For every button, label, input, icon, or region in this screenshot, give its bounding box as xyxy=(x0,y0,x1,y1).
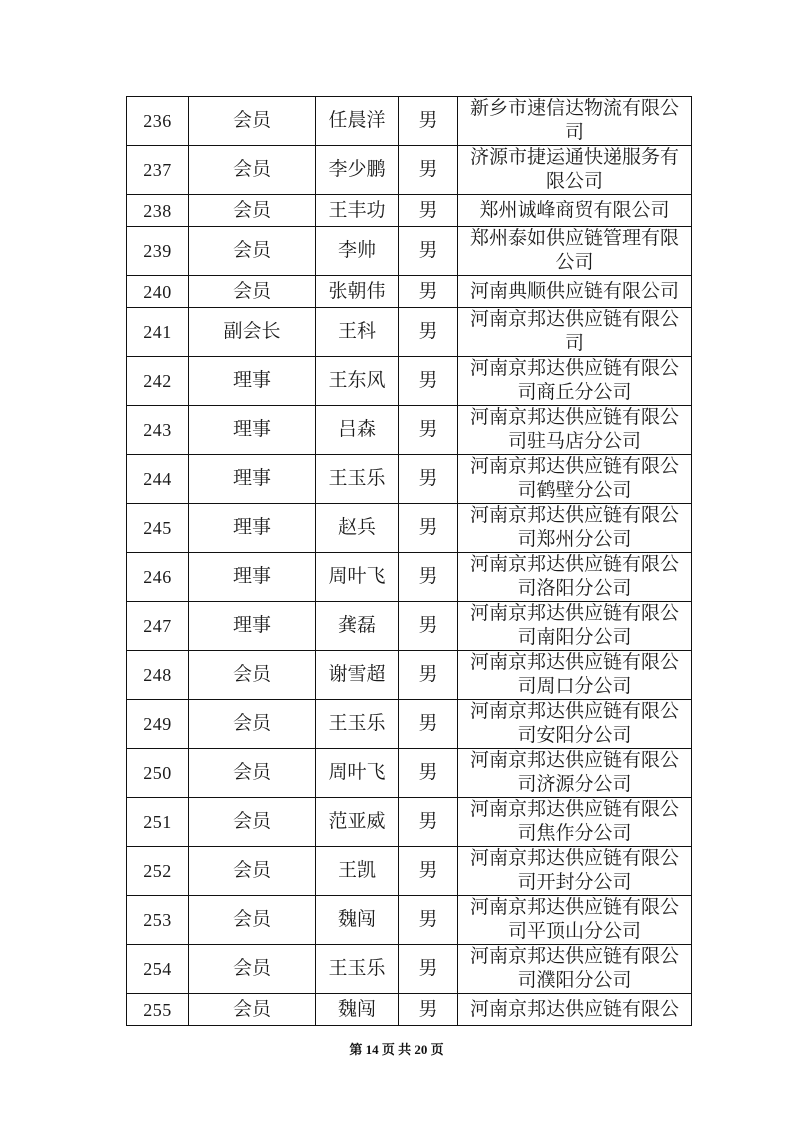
cell-gender: 男 xyxy=(399,357,458,406)
cell-role: 会员 xyxy=(189,847,316,896)
cell-no: 252 xyxy=(127,847,189,896)
cell-role: 理事 xyxy=(189,455,316,504)
table-row xyxy=(127,798,692,847)
cell-name: 赵兵 xyxy=(316,504,399,553)
cell-no: 236 xyxy=(127,97,189,146)
cell-name: 吕森 xyxy=(316,406,399,455)
cell-no: 249 xyxy=(127,700,189,749)
cell-role: 会员 xyxy=(189,896,316,945)
company-line: 司郑州分公司 xyxy=(517,529,632,550)
cell-company xyxy=(458,896,692,945)
table-row xyxy=(127,749,692,798)
cell-name: 王玉乐 xyxy=(316,455,399,504)
cell-name: 王东风 xyxy=(316,357,399,406)
page-number-label: 第 14 页 共 20 页 xyxy=(349,1042,444,1057)
company-line: 司安阳分公司 xyxy=(517,725,632,746)
company-line: 河南京邦达供应链有限公 xyxy=(469,603,679,624)
cell-gender: 男 xyxy=(399,847,458,896)
cell-gender: 男 xyxy=(399,994,458,1026)
cell-role: 理事 xyxy=(189,553,316,602)
cell-no: 255 xyxy=(127,994,189,1026)
company-line: 河南京邦达供应链有限公 xyxy=(469,799,679,820)
cell-gender: 男 xyxy=(399,227,458,276)
table-row xyxy=(127,97,692,146)
cell-role: 理事 xyxy=(189,504,316,553)
company-line: 司商丘分公司 xyxy=(517,382,632,403)
cell-company xyxy=(458,97,692,146)
cell-name: 魏闯 xyxy=(316,896,399,945)
cell-name: 王玉乐 xyxy=(316,945,399,994)
cell-gender: 男 xyxy=(399,455,458,504)
cell-no: 247 xyxy=(127,602,189,651)
cell-name: 王凯 xyxy=(316,847,399,896)
cell-no: 250 xyxy=(127,749,189,798)
table-row xyxy=(127,847,692,896)
cell-name: 王科 xyxy=(316,308,399,357)
cell-company xyxy=(458,651,692,700)
cell-gender: 男 xyxy=(399,308,458,357)
table-row xyxy=(127,195,692,227)
cell-name: 王玉乐 xyxy=(316,700,399,749)
cell-name: 李帅 xyxy=(316,227,399,276)
table-row xyxy=(127,276,692,308)
cell-gender: 男 xyxy=(399,602,458,651)
cell-company xyxy=(458,357,692,406)
cell-role: 理事 xyxy=(189,406,316,455)
cell-role: 会员 xyxy=(189,700,316,749)
company-line: 河南京邦达供应链有限公 xyxy=(469,848,679,869)
cell-name: 龚磊 xyxy=(316,602,399,651)
cell-company xyxy=(458,504,692,553)
cell-gender: 男 xyxy=(399,945,458,994)
cell-no: 253 xyxy=(127,896,189,945)
cell-company xyxy=(458,553,692,602)
cell-name: 李少鹏 xyxy=(316,146,399,195)
cell-gender: 男 xyxy=(399,504,458,553)
table-row xyxy=(127,700,692,749)
cell-gender: 男 xyxy=(399,406,458,455)
cell-name: 王丰功 xyxy=(316,195,399,227)
company-line: 司 xyxy=(564,333,584,354)
cell-role: 会员 xyxy=(189,798,316,847)
table-row xyxy=(127,357,692,406)
company-line: 济源市捷运通快递服务有 xyxy=(469,147,679,168)
cell-gender: 男 xyxy=(399,700,458,749)
cell-no: 251 xyxy=(127,798,189,847)
cell-no: 239 xyxy=(127,227,189,276)
cell-gender: 男 xyxy=(399,798,458,847)
company-line: 公司 xyxy=(555,252,594,273)
company-line: 司洛阳分公司 xyxy=(517,578,632,599)
cell-company xyxy=(458,195,692,227)
member-table xyxy=(126,96,692,1026)
cell-role: 会员 xyxy=(189,227,316,276)
table-row xyxy=(127,504,692,553)
cell-company xyxy=(458,749,692,798)
cell-company xyxy=(458,945,692,994)
company-line: 司驻马店分公司 xyxy=(507,431,641,452)
company-line: 河南典顺供应链有限公司 xyxy=(469,280,679,302)
company-line: 河南京邦达供应链有限公 xyxy=(469,946,679,967)
company-line: 司鹤壁分公司 xyxy=(517,480,632,501)
table-row xyxy=(127,146,692,195)
company-line: 河南京邦达供应链有限公 xyxy=(469,309,679,330)
cell-role: 会员 xyxy=(189,97,316,146)
company-line: 郑州诚峰商贸有限公司 xyxy=(479,199,670,221)
cell-no: 242 xyxy=(127,357,189,406)
cell-name: 范亚威 xyxy=(316,798,399,847)
table-row xyxy=(127,896,692,945)
table-row xyxy=(127,945,692,994)
cell-role: 会员 xyxy=(189,651,316,700)
table-row xyxy=(127,553,692,602)
cell-no: 244 xyxy=(127,455,189,504)
company-line: 司南阳分公司 xyxy=(517,627,632,648)
table-row xyxy=(127,455,692,504)
cell-gender: 男 xyxy=(399,276,458,308)
cell-company xyxy=(458,406,692,455)
cell-role: 理事 xyxy=(189,602,316,651)
cell-no: 238 xyxy=(127,195,189,227)
cell-company xyxy=(458,455,692,504)
company-line: 司开封分公司 xyxy=(517,872,632,893)
company-line: 河南京邦达供应链有限公 xyxy=(469,358,679,379)
cell-no: 237 xyxy=(127,146,189,195)
cell-name: 魏闯 xyxy=(316,994,399,1026)
company-line: 司 xyxy=(564,122,584,143)
cell-gender: 男 xyxy=(399,749,458,798)
cell-name: 周叶飞 xyxy=(316,749,399,798)
table-row xyxy=(127,227,692,276)
cell-company xyxy=(458,847,692,896)
cell-role: 会员 xyxy=(189,195,316,227)
cell-role: 会员 xyxy=(189,945,316,994)
cell-gender: 男 xyxy=(399,195,458,227)
company-line: 河南京邦达供应链有限公 xyxy=(469,554,679,575)
cell-role: 会员 xyxy=(189,994,316,1026)
page-footer xyxy=(0,1041,793,1059)
cell-no: 248 xyxy=(127,651,189,700)
cell-gender: 男 xyxy=(399,553,458,602)
company-line: 河南京邦达供应链有限公 xyxy=(469,750,679,771)
cell-company xyxy=(458,276,692,308)
company-line: 新乡市速信达物流有限公 xyxy=(469,98,679,119)
cell-name: 张朝伟 xyxy=(316,276,399,308)
cell-role: 理事 xyxy=(189,357,316,406)
table-row xyxy=(127,406,692,455)
cell-company xyxy=(458,308,692,357)
company-line: 司平顶山分公司 xyxy=(507,921,641,942)
cell-no: 246 xyxy=(127,553,189,602)
table-body xyxy=(127,97,692,1026)
cell-gender: 男 xyxy=(399,97,458,146)
company-line: 司周口分公司 xyxy=(517,676,632,697)
table-row xyxy=(127,994,692,1026)
cell-gender: 男 xyxy=(399,146,458,195)
company-line: 河南京邦达供应链有限公 xyxy=(469,701,679,722)
cell-company xyxy=(458,146,692,195)
cell-no: 240 xyxy=(127,276,189,308)
cell-name: 任晨洋 xyxy=(316,97,399,146)
cell-role: 会员 xyxy=(189,276,316,308)
company-line: 司濮阳分公司 xyxy=(517,970,632,991)
company-line: 限公司 xyxy=(545,171,603,192)
cell-company xyxy=(458,700,692,749)
cell-role: 会员 xyxy=(189,749,316,798)
table-row xyxy=(127,602,692,651)
cell-role: 副会长 xyxy=(189,308,316,357)
company-line: 河南京邦达供应链有限公 xyxy=(469,407,679,428)
company-line: 河南京邦达供应链有限公 xyxy=(469,456,679,477)
company-line: 河南京邦达供应链有限公 xyxy=(469,897,679,918)
company-line: 司济源分公司 xyxy=(517,774,632,795)
company-line: 司焦作分公司 xyxy=(517,823,632,844)
cell-company xyxy=(458,602,692,651)
cell-company xyxy=(458,798,692,847)
cell-name: 周叶飞 xyxy=(316,553,399,602)
company-line: 河南京邦达供应链有限公 xyxy=(469,998,679,1020)
table-row xyxy=(127,651,692,700)
cell-no: 254 xyxy=(127,945,189,994)
cell-no: 241 xyxy=(127,308,189,357)
company-line: 河南京邦达供应链有限公 xyxy=(469,652,679,673)
table-row xyxy=(127,308,692,357)
cell-name: 谢雪超 xyxy=(316,651,399,700)
cell-company xyxy=(458,227,692,276)
cell-no: 245 xyxy=(127,504,189,553)
cell-gender: 男 xyxy=(399,651,458,700)
company-line: 河南京邦达供应链有限公 xyxy=(469,505,679,526)
cell-role: 会员 xyxy=(189,146,316,195)
cell-company xyxy=(458,994,692,1026)
company-line: 郑州泰如供应链管理有限 xyxy=(469,228,679,249)
cell-no: 243 xyxy=(127,406,189,455)
cell-gender: 男 xyxy=(399,896,458,945)
